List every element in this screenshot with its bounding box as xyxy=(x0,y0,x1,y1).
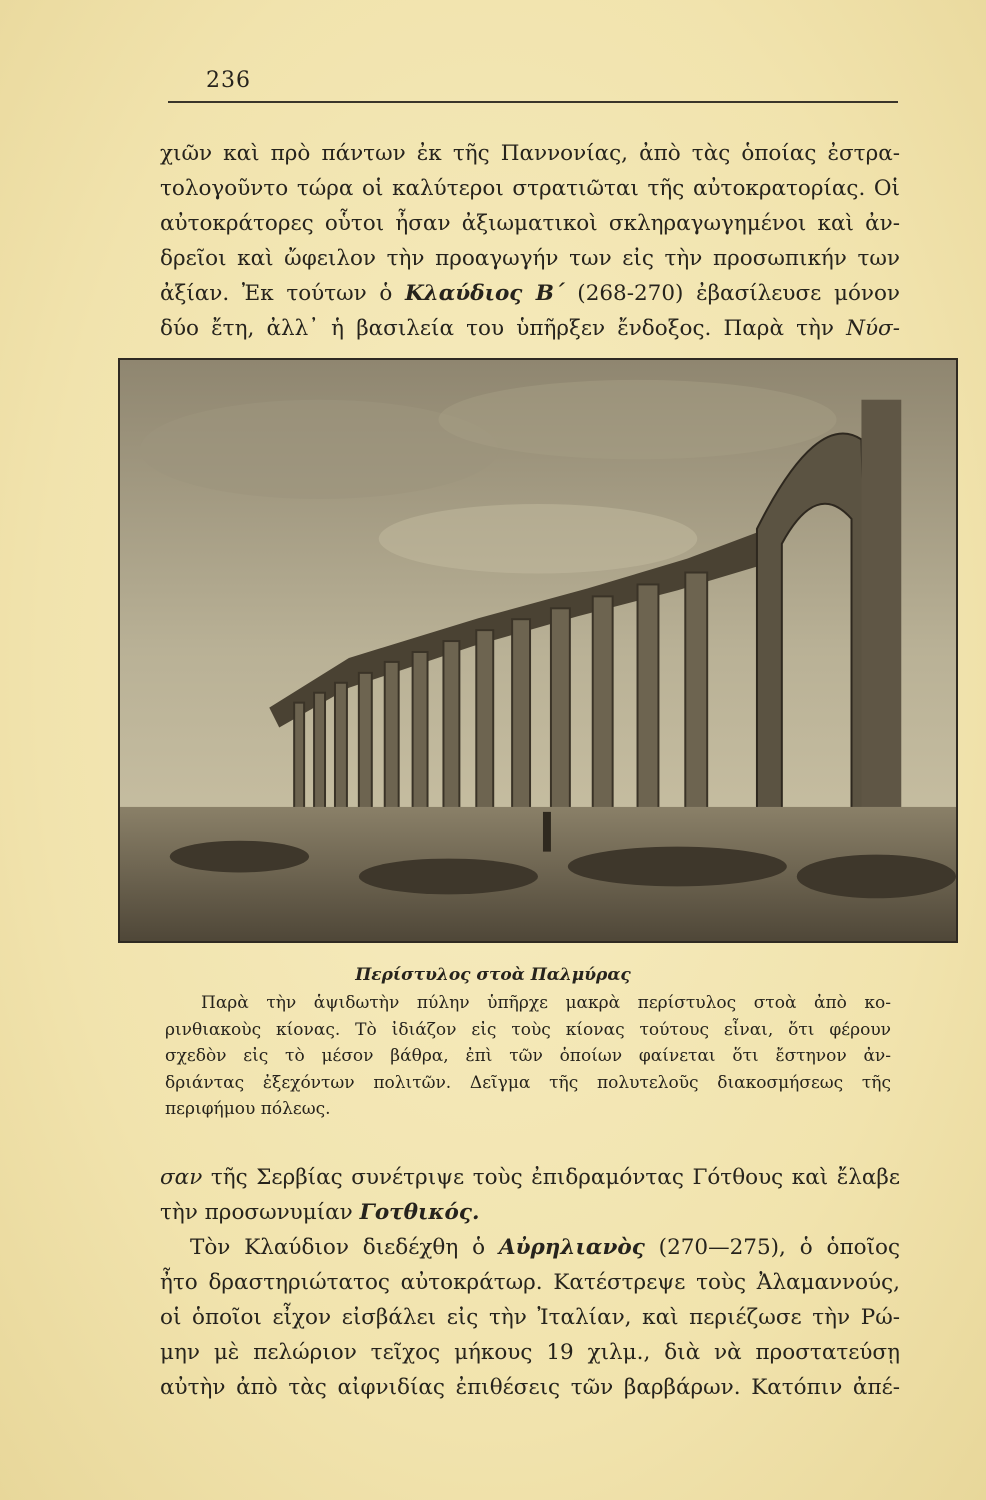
figure-caption xyxy=(165,990,891,1123)
text-fragment: δύο ἔτη, ἀλλ᾿ ἡ βασιλεία του ὑπῆρξεν ἔνδοξος. Παρὰ τὴν xyxy=(160,316,847,341)
caption-line: ρινθιακοὺς κίονας. Τὸ ἰδιάζον εἰς τοὺς κίονας τούτους εἶναι, ὅτι φέρουν xyxy=(165,1019,891,1040)
page-number: 236 xyxy=(206,68,251,93)
caption-line: περιφήμου πόλεως. xyxy=(165,1099,331,1119)
text-line: οἱ ὁποῖοι εἶχον εἰσβάλει εἰς τὴν Ἰταλίαν, καὶ περιέζωσε τὴν Ρώ- xyxy=(160,1305,900,1330)
text-fragment: τὴν προσωνυμίαν xyxy=(160,1200,360,1225)
text-line: χιῶν καὶ πρὸ πάντων ἐκ τῆς Παννονίας, ἀπὸ τὰς ὁποίας ἐστρα- xyxy=(160,141,900,166)
text-fragment: (268-270) ἐβασίλευσε μόνον xyxy=(564,281,900,306)
text-line: ἦτο δραστηριώτατος αὐτοκράτωρ. Κατέστρεψε τοὺς Ἀλαμαννούς, xyxy=(160,1270,900,1295)
epithet: Γοτθικός. xyxy=(359,1200,480,1225)
photo-illustration xyxy=(120,360,956,941)
photo-palmyra-colonnade xyxy=(118,358,958,943)
italic-fragment: Νύσ- xyxy=(846,316,900,341)
text-fragment: Τὸν Κλαύδιον διεδέχθη ὁ xyxy=(190,1235,499,1260)
emperor-name: Κλαύδιος Β΄ xyxy=(405,281,565,306)
header-rule xyxy=(168,101,898,103)
caption-line: Παρὰ τὴν ἁψιδωτὴν πύλην ὑπῆρχε μακρὰ περίστυλος στοὰ ἀπὸ κο- xyxy=(201,993,891,1013)
text-line xyxy=(160,1195,900,1230)
text-line xyxy=(160,311,900,346)
caption-line: δριάντας ἐξεχόντων πολιτῶν. Δεῖγμα τῆς πολυτελοῦς διακοσμήσεως τῆς xyxy=(165,1072,891,1093)
text-line: τολογοῦντο τώρα οἱ καλύτεροι στρατιῶται τῆς αὐτοκρατορίας. Οἱ xyxy=(160,176,900,201)
text-line xyxy=(160,1230,900,1265)
paragraph-bottom xyxy=(160,1160,900,1405)
paragraph-top xyxy=(160,136,900,346)
emperor-name: Αὐρηλιανὸς xyxy=(498,1235,645,1260)
text-line: αὐτοκράτορες οὗτοι ἦσαν ἀξιωματικοὶ σκληραγωγημένοι καὶ ἀν- xyxy=(160,211,900,236)
text-line: δρεῖοι καὶ ὤφειλον τὴν προαγωγήν των εἰς τὴν προσωπικήν των xyxy=(160,246,900,271)
figure-caption-title: Περίστυλος στοὰ Παλμύρας xyxy=(355,965,631,985)
text-fragment: (270—275), ὁ ὁποῖος xyxy=(644,1235,900,1260)
text-line: μην μὲ πελώριον τεῖχος μήκους 19 χιλμ., διὰ νὰ προστατεύσῃ xyxy=(160,1340,900,1365)
text-fragment: τῆς Σερβίας συνέτριψε τοὺς ἐπιδραμόντας Γότθους καὶ ἔλαβε xyxy=(202,1165,900,1190)
text-line xyxy=(160,276,900,311)
caption-line: σχεδὸν εἰς τὸ μέσον βάθρα, ἐπὶ τῶν ὁποίων φαίνεται ὅτι ἔστηνον ἀν- xyxy=(165,1046,891,1066)
text-line xyxy=(160,1160,900,1195)
text-fragment: ἀξίαν. Ἐκ τούτων ὁ xyxy=(160,281,405,306)
text-line: αὐτὴν ἀπὸ τὰς αἰφνιδίας ἐπιθέσεις τῶν βαρβάρων. Κατόπιν ἀπέ- xyxy=(160,1375,900,1400)
italic-fragment: σαν xyxy=(160,1165,203,1190)
